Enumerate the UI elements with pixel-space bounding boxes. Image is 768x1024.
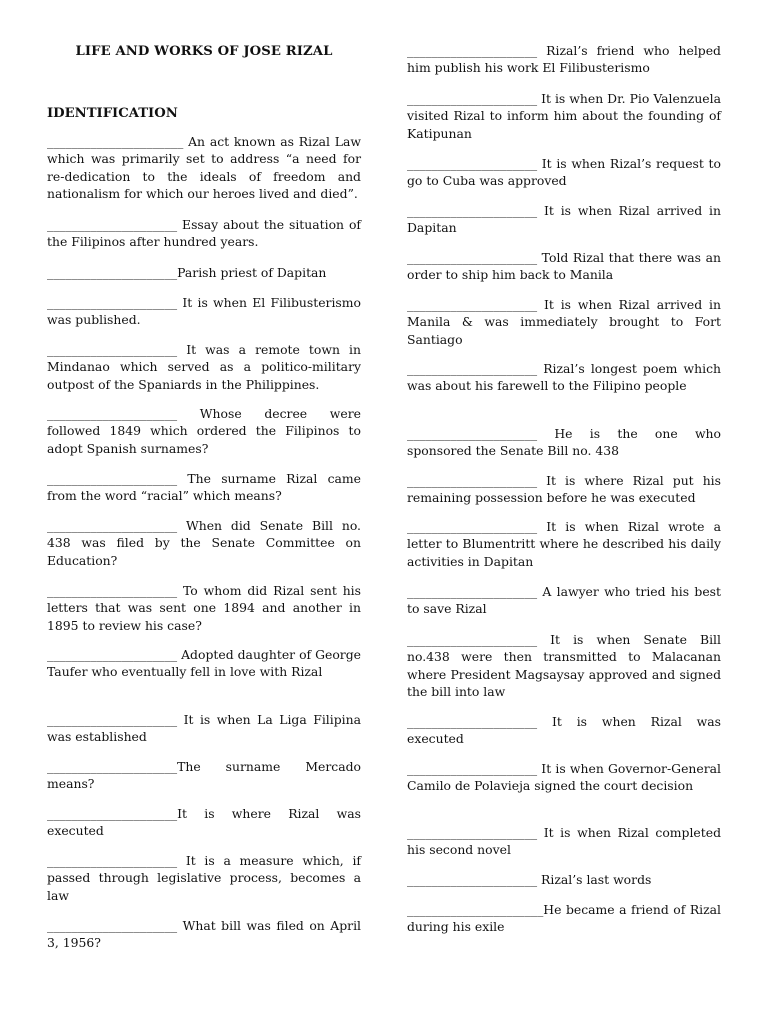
answer-blank[interactable]: _____________________: [47, 806, 178, 821]
answer-blank[interactable]: _____________________: [47, 712, 178, 727]
question-item: [47, 758, 361, 793]
answer-blank[interactable]: _____________________: [407, 473, 538, 488]
answer-blank[interactable]: _____________________: [47, 583, 178, 598]
answer-blank[interactable]: _____________________: [407, 297, 538, 312]
answer-blank[interactable]: _____________________: [47, 853, 178, 868]
answer-blank[interactable]: _____________________: [407, 761, 538, 776]
answer-blank[interactable]: ______________________: [47, 134, 184, 149]
answer-blank[interactable]: _____________________: [407, 91, 538, 106]
question-item: [47, 216, 361, 251]
answer-blank[interactable]: _____________________: [47, 518, 178, 533]
question-text: It is when Rizal wrote a letter to Blumentritt where he described his daily activities in Dapitan: [407, 519, 721, 569]
worksheet-title: LIFE AND WORKS OF JOSE RIZAL: [75, 44, 333, 59]
question-text: To whom did Rizal sent his letters that was sent one 1894 and another in 1895 to review his case?: [47, 583, 361, 633]
question-item: [407, 249, 721, 284]
answer-blank[interactable]: _____________________: [47, 295, 178, 310]
answer-blank[interactable]: _____________________: [407, 632, 538, 647]
question-text: Adopted daughter of George Taufer who eventually fell in love with Rizal: [47, 647, 361, 680]
answer-blank[interactable]: _____________________: [47, 471, 178, 486]
answer-blank[interactable]: ______________________: [407, 902, 544, 917]
question-item: [47, 582, 361, 634]
question-text: It is when Senate Bill no.438 were then transmitted to Malacanan where President Magsaysay approved and signed the bill into law: [407, 632, 721, 699]
question-item: [47, 517, 361, 569]
question-text: It is a measure which, if passed through legislative process, becomes a law: [47, 853, 361, 903]
question-text: Essay about the situation of the Filipinos after hundred years.: [47, 217, 361, 250]
question-item: [47, 711, 361, 746]
question-item: [407, 824, 721, 859]
question-text: Rizal’s last words: [537, 872, 652, 887]
question-item: [407, 296, 721, 348]
question-item: [407, 518, 721, 570]
question-item: [47, 646, 361, 681]
question-item: [407, 360, 721, 395]
question-text: It was a remote town in Mindanao which served as a politico-military outpost of the Spaniards in the Philippines.: [47, 342, 361, 392]
question-text: Told Rizal that there was an order to ship him back to Manila: [407, 250, 721, 283]
section-heading: IDENTIFICATION: [47, 106, 178, 121]
question-item: [47, 805, 361, 840]
question-item: [407, 472, 721, 507]
question-item: [47, 133, 361, 202]
question-text: It is when Rizal arrived in Dapitan: [407, 203, 721, 236]
question-text: He became a friend of Rizal during his exile: [407, 902, 721, 935]
answer-blank[interactable]: _____________________: [407, 156, 538, 171]
answer-blank[interactable]: _____________________: [47, 759, 178, 774]
question-text: It is when Rizal’s request to go to Cuba was approved: [407, 156, 721, 189]
question-text: It is when La Liga Filipina was established: [47, 712, 361, 745]
question-text: Parish priest of Dapitan: [177, 265, 327, 280]
question-item: [407, 713, 721, 748]
question-text: It is when Governor-General Camilo de Polavieja signed the court decision: [407, 761, 721, 794]
question-item: [47, 917, 361, 952]
answer-blank[interactable]: _____________________: [407, 584, 538, 599]
question-item: [407, 583, 721, 618]
question-item: [407, 155, 721, 190]
answer-blank[interactable]: _____________________: [47, 342, 178, 357]
question-item: [407, 901, 721, 936]
answer-blank[interactable]: _____________________: [407, 203, 538, 218]
question-item: [47, 405, 361, 457]
answer-blank[interactable]: _____________________: [47, 265, 178, 280]
answer-blank[interactable]: _____________________: [407, 825, 538, 840]
question-item: [407, 631, 721, 700]
question-text: It is when Rizal was executed: [407, 714, 721, 747]
question-text: It is when Rizal arrived in Manila & was immediately brought to Fort Santiago: [407, 297, 721, 347]
question-text: An act known as Rizal Law which was primarily set to address “a need for re-dedication to the ideals of freedom and nationalism for which our heroes lived and died”.: [47, 134, 361, 201]
answer-blank[interactable]: _____________________: [407, 519, 538, 534]
answer-blank[interactable]: _____________________: [407, 714, 538, 729]
question-text: A lawyer who tried his best to save Rizal: [407, 584, 721, 617]
question-item: [407, 871, 721, 888]
answer-blank[interactable]: _____________________: [407, 872, 538, 887]
answer-blank[interactable]: _____________________: [407, 43, 538, 58]
answer-blank[interactable]: _____________________: [47, 406, 178, 421]
question-text: The surname Mercado means?: [47, 759, 361, 792]
answer-blank[interactable]: _____________________: [407, 250, 538, 265]
answer-blank[interactable]: _____________________: [47, 918, 178, 933]
question-item: [407, 425, 721, 460]
question-item: [47, 294, 361, 329]
question-text: Whose decree were followed 1849 which ordered the Filipinos to adopt Spanish surnames?: [47, 406, 361, 456]
question-text: It is when Rizal completed his second novel: [407, 825, 721, 858]
question-item: [47, 341, 361, 393]
answer-blank[interactable]: _____________________: [47, 647, 178, 662]
question-item: [407, 42, 721, 77]
question-text: The surname Rizal came from the word “racial” which means?: [47, 471, 361, 504]
answer-blank[interactable]: _____________________: [407, 361, 538, 376]
question-text: He is the one who sponsored the Senate Bill no. 438: [407, 426, 721, 459]
question-text: Rizal’s longest poem which was about his farewell to the Filipino people: [407, 361, 721, 394]
question-text: It is where Rizal put his remaining possession before he was executed: [407, 473, 721, 506]
question-text: When did Senate Bill no. 438 was filed by the Senate Committee on Education?: [47, 518, 361, 568]
question-text: What bill was filed on April 3, 1956?: [47, 918, 361, 951]
question-item: [407, 202, 721, 237]
question-item: [407, 760, 721, 795]
question-item: [407, 90, 721, 142]
question-item: [47, 470, 361, 505]
question-item: [47, 264, 361, 281]
question-item: [47, 852, 361, 904]
question-text: It is when Dr. Pio Valenzuela visited Rizal to inform him about the founding of Katipunan: [407, 91, 721, 141]
question-text: It is when El Filibusterismo was published.: [47, 295, 361, 328]
question-text: It is where Rizal was executed: [47, 806, 361, 839]
answer-blank[interactable]: _____________________: [407, 426, 538, 441]
question-text: Rizal’s friend who helped him publish his work El Filibusterismo: [407, 43, 721, 76]
answer-blank[interactable]: _____________________: [47, 217, 178, 232]
